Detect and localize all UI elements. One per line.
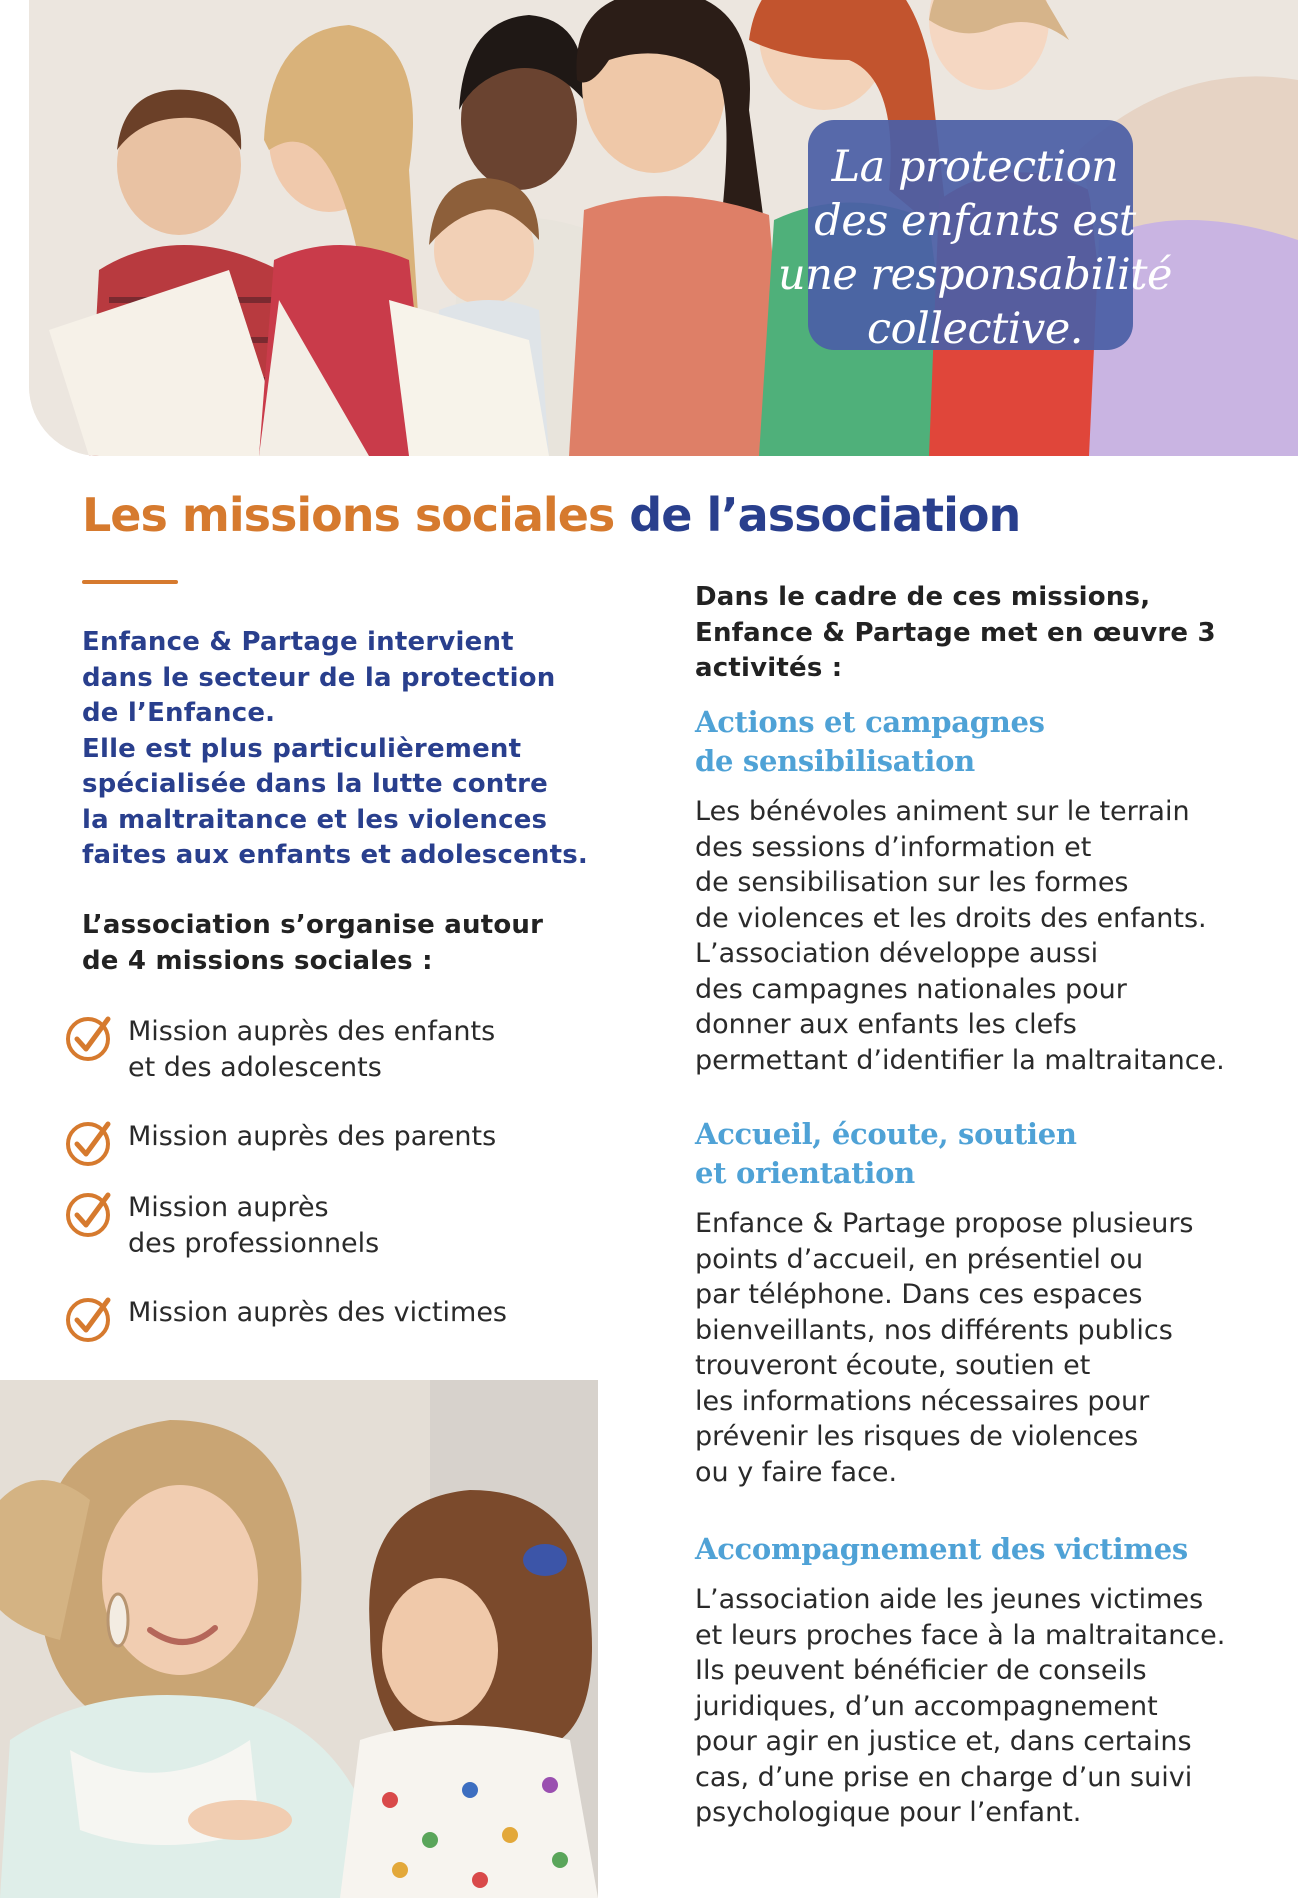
mission-label: Mission auprès des victimes: [128, 1297, 508, 1328]
check-circle-icon: [64, 1188, 114, 1238]
check-circle-icon: [64, 1117, 114, 1167]
mission-label: Mission auprès des enfants et des adolescents: [128, 1016, 496, 1083]
mission-label: Mission auprès des professionnels: [128, 1192, 380, 1259]
mother-daughter-photo: [0, 1380, 598, 1898]
mother-daughter-illustration: [0, 1380, 598, 1898]
section-body-support: L’association aide les jeunes victimes et leurs proches face à la maltraitance. Ils peuvent bénéficier de conseils juridiques, d’un accompagnement pour agir en justice et, dans certains cas, d’une prise en charge d’un suivi psychologique pour l’enfant.: [695, 1584, 1226, 1828]
title-underline: [82, 580, 178, 584]
mission-item-children: [64, 1012, 495, 1085]
page-title: [82, 488, 1020, 542]
missions-heading: L’association s’organise autour de 4 missions sociales :: [82, 910, 544, 976]
hero-quote: La protection des enfants est une responsabilité collective.: [778, 142, 1172, 354]
section-title-awareness: Actions et campagnes de sensibilisation: [695, 705, 1045, 778]
mission-label: Mission auprès des parents: [128, 1121, 497, 1152]
section-body-reception: Enfance & Partage propose plusieurs points d’accueil, en présentiel ou par téléphone. Dans ces espaces bienveillants, nos différents publics trouveront écoute, soutien et les informations nécessaires pour prévenir les risques de violences ou y faire face.: [695, 1208, 1194, 1488]
mission-item-parents: [64, 1117, 496, 1167]
title-highlight: Les missions sociales: [82, 488, 615, 542]
intro-paragraph: Enfance & Partage intervient dans le secteur de la protection de l’Enfance. Elle est plus particulièrement spécialisée dans la lutte contre la maltraitance et les violences faites aux enfants et adolescents.: [82, 627, 588, 870]
mission-item-victims: [64, 1293, 507, 1343]
section-title-support: Accompagnement des victimes: [695, 1532, 1188, 1566]
check-circle-icon: [64, 1293, 114, 1343]
section-title-reception: Accueil, écoute, soutien et orientation: [695, 1117, 1077, 1190]
activities-intro: Dans le cadre de ces missions, Enfance & Partage met en œuvre 3 activités :: [695, 582, 1216, 683]
section-body-awareness: Les bénévoles animent sur le terrain des sessions d’information et de sensibilisation sur les formes de violences et les droits des enfants. L’association développe aussi des campagnes nationales pour donner aux enfants les clefs permettant d’identifier la maltraitance.: [695, 796, 1225, 1076]
check-circle-icon: [64, 1012, 114, 1062]
title-rest: de l’association: [629, 488, 1021, 542]
mission-item-professionals: [64, 1188, 379, 1261]
